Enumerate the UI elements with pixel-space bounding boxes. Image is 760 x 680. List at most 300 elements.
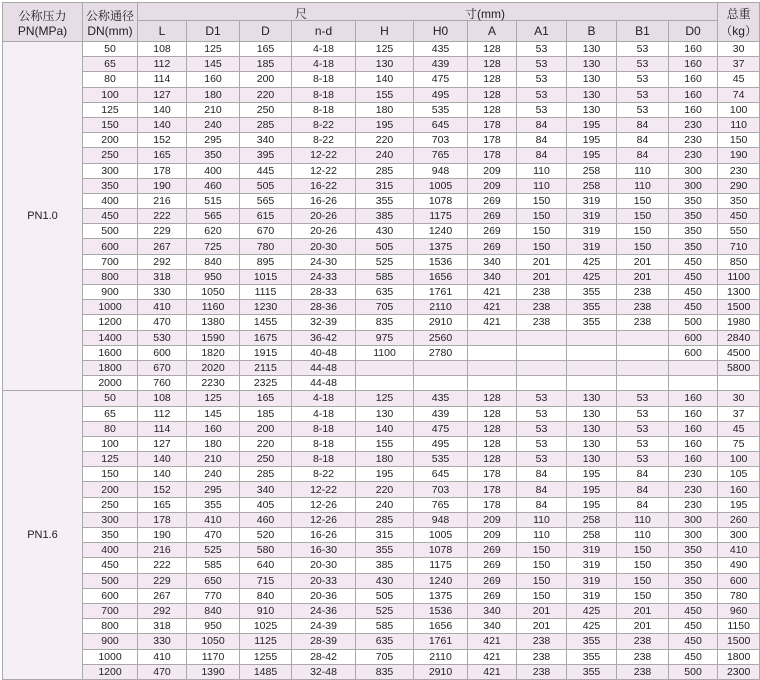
- table-cell: 178: [468, 482, 517, 497]
- table-cell: 160: [669, 421, 718, 436]
- dn-cell: 900: [83, 634, 138, 649]
- table-cell: 195: [567, 482, 617, 497]
- table-cell: 1390: [187, 664, 240, 679]
- table-cell: 715: [240, 573, 292, 588]
- table-cell: 435: [414, 42, 468, 57]
- table-cell: 128: [468, 406, 517, 421]
- table-cell: 840: [240, 588, 292, 603]
- weight-header-line1: 总重: [726, 7, 751, 21]
- table-cell: 4-18: [292, 57, 356, 72]
- table-cell: 460: [187, 178, 240, 193]
- dn-cell: 250: [83, 497, 138, 512]
- table-cell: 209: [468, 178, 517, 193]
- table-cell: 258: [567, 178, 617, 193]
- table-cell: 439: [414, 406, 468, 421]
- table-cell: 1100: [356, 345, 414, 360]
- table-cell: 4500: [718, 345, 760, 360]
- table-cell: 165: [138, 497, 187, 512]
- table-cell: 705: [356, 300, 414, 315]
- table-cell: 1536: [414, 254, 468, 269]
- table-cell: 84: [517, 117, 567, 132]
- table-cell: [567, 360, 617, 375]
- table-cell: 350: [669, 588, 718, 603]
- table-cell: 350: [669, 239, 718, 254]
- dn-cell: 600: [83, 239, 138, 254]
- table-row: [3, 193, 760, 208]
- table-cell: 960: [718, 603, 760, 618]
- table-cell: [468, 376, 517, 391]
- table-cell: 16-26: [292, 528, 356, 543]
- column-header: D: [240, 21, 292, 42]
- table-cell: 470: [138, 664, 187, 679]
- table-cell: 53: [517, 42, 567, 57]
- table-cell: 105: [718, 467, 760, 482]
- table-cell: 20-33: [292, 573, 356, 588]
- table-cell: 525: [356, 603, 414, 618]
- table-cell: 180: [356, 102, 414, 117]
- table-cell: 128: [468, 102, 517, 117]
- table-cell: 1240: [414, 573, 468, 588]
- table-cell: 635: [356, 634, 414, 649]
- dn-cell: 125: [83, 102, 138, 117]
- table-cell: 53: [617, 436, 669, 451]
- table-cell: 421: [468, 634, 517, 649]
- table-cell: 269: [468, 573, 517, 588]
- table-cell: [669, 360, 718, 375]
- table-cell: [517, 376, 567, 391]
- table-cell: 350: [669, 193, 718, 208]
- table-cell: 703: [414, 482, 468, 497]
- table-cell: 127: [138, 87, 187, 102]
- table-cell: 760: [138, 376, 187, 391]
- table-cell: 4-18: [292, 42, 356, 57]
- table-cell: 439: [414, 57, 468, 72]
- table-cell: 1761: [414, 634, 468, 649]
- table-cell: 319: [567, 543, 617, 558]
- table-cell: 355: [567, 664, 617, 679]
- table-cell: 840: [187, 254, 240, 269]
- table-cell: 300: [669, 178, 718, 193]
- table-cell: 950: [187, 269, 240, 284]
- table-cell: 178: [468, 117, 517, 132]
- table-cell: 1025: [240, 619, 292, 634]
- dn-header-line1: 公称通径: [85, 8, 134, 23]
- table-cell: 140: [138, 452, 187, 467]
- table-row: [3, 345, 760, 360]
- table-cell: 1915: [240, 345, 292, 360]
- table-cell: 130: [567, 406, 617, 421]
- table-cell: 410: [187, 512, 240, 527]
- table-cell: 238: [517, 649, 567, 664]
- table-cell: 300: [669, 528, 718, 543]
- table-cell: 425: [567, 254, 617, 269]
- table-cell: 160: [669, 72, 718, 87]
- table-cell: 229: [138, 573, 187, 588]
- table-row: [3, 497, 760, 512]
- table-cell: 12-22: [292, 482, 356, 497]
- dn-cell: 500: [83, 224, 138, 239]
- table-cell: 410: [138, 649, 187, 664]
- table-cell: 114: [138, 72, 187, 87]
- table-cell: 180: [356, 452, 414, 467]
- table-cell: 319: [567, 588, 617, 603]
- dn-cell: 1400: [83, 330, 138, 345]
- table-cell: 150: [617, 239, 669, 254]
- table-cell: 130: [356, 57, 414, 72]
- dn-header: [83, 3, 138, 42]
- dn-cell: 200: [83, 482, 138, 497]
- table-cell: 130: [567, 391, 617, 406]
- table-cell: 53: [617, 406, 669, 421]
- table-cell: 1050: [187, 634, 240, 649]
- table-cell: 319: [567, 209, 617, 224]
- table-cell: 195: [567, 148, 617, 163]
- table-cell: 216: [138, 193, 187, 208]
- dn-cell: 600: [83, 588, 138, 603]
- table-cell: 285: [240, 467, 292, 482]
- table-cell: 140: [138, 117, 187, 132]
- table-cell: 300: [669, 163, 718, 178]
- table-cell: 340: [240, 482, 292, 497]
- table-cell: 1015: [240, 269, 292, 284]
- table-cell: 640: [240, 558, 292, 573]
- table-cell: 160: [669, 87, 718, 102]
- table-cell: 230: [669, 497, 718, 512]
- table-cell: 108: [138, 42, 187, 57]
- table-row: [3, 634, 760, 649]
- table-cell: 725: [187, 239, 240, 254]
- table-cell: 145: [187, 57, 240, 72]
- table-cell: 110: [617, 178, 669, 193]
- table-cell: 74: [718, 87, 760, 102]
- table-cell: 5800: [718, 360, 760, 375]
- table-cell: 285: [240, 117, 292, 132]
- table-cell: 145: [187, 406, 240, 421]
- table-cell: [414, 376, 468, 391]
- table-cell: 216: [138, 543, 187, 558]
- table-cell: 180: [187, 87, 240, 102]
- table-cell: 2560: [414, 330, 468, 345]
- table-cell: 8-18: [292, 87, 356, 102]
- dn-cell: 80: [83, 421, 138, 436]
- table-cell: 53: [617, 102, 669, 117]
- table-cell: 130: [567, 57, 617, 72]
- table-cell: 178: [468, 467, 517, 482]
- table-cell: 28-42: [292, 649, 356, 664]
- table-cell: 430: [356, 573, 414, 588]
- table-cell: 1375: [414, 239, 468, 254]
- table-cell: 100: [718, 452, 760, 467]
- table-row: [3, 452, 760, 467]
- table-cell: 267: [138, 588, 187, 603]
- dn-cell: 65: [83, 406, 138, 421]
- table-cell: 160: [669, 391, 718, 406]
- table-cell: 650: [187, 573, 240, 588]
- table-row: [3, 421, 760, 436]
- table-cell: 318: [138, 269, 187, 284]
- table-cell: 1656: [414, 619, 468, 634]
- table-cell: 201: [517, 254, 567, 269]
- table-row: [3, 102, 760, 117]
- table-cell: 645: [414, 467, 468, 482]
- table-cell: 190: [718, 148, 760, 163]
- table-cell: 178: [468, 497, 517, 512]
- table-cell: 37: [718, 57, 760, 72]
- pressure-class-cell: PN1.6: [3, 391, 83, 680]
- column-header: A1: [517, 21, 567, 42]
- table-cell: 350: [669, 224, 718, 239]
- table-cell: 1005: [414, 178, 468, 193]
- table-cell: 155: [356, 436, 414, 451]
- table-cell: 285: [356, 163, 414, 178]
- table-cell: 53: [617, 421, 669, 436]
- table-cell: 112: [138, 57, 187, 72]
- table-cell: 160: [187, 72, 240, 87]
- dn-cell: 1200: [83, 315, 138, 330]
- table-row: [3, 482, 760, 497]
- table-cell: 315: [356, 528, 414, 543]
- table-cell: 84: [617, 117, 669, 132]
- table-cell: 36-42: [292, 330, 356, 345]
- table-cell: 705: [356, 649, 414, 664]
- table-row: [3, 391, 760, 406]
- table-row: [3, 664, 760, 679]
- table-row: [3, 163, 760, 178]
- table-cell: 128: [468, 57, 517, 72]
- table-row: [3, 528, 760, 543]
- table-cell: 295: [187, 133, 240, 148]
- table-cell: 450: [669, 649, 718, 664]
- dn-cell: 150: [83, 117, 138, 132]
- table-cell: 330: [138, 285, 187, 300]
- table-cell: 765: [414, 148, 468, 163]
- table-cell: 635: [356, 285, 414, 300]
- table-cell: 53: [517, 102, 567, 117]
- table-cell: 385: [356, 558, 414, 573]
- table-cell: 525: [187, 543, 240, 558]
- table-cell: 355: [567, 300, 617, 315]
- table-row: [3, 72, 760, 87]
- table-cell: 1800: [718, 649, 760, 664]
- table-cell: 1536: [414, 603, 468, 618]
- table-cell: 209: [468, 163, 517, 178]
- table-cell: 1150: [718, 619, 760, 634]
- table-cell: 127: [138, 436, 187, 451]
- table-cell: 195: [356, 467, 414, 482]
- table-cell: [356, 360, 414, 375]
- table-cell: 1375: [414, 588, 468, 603]
- dn-cell: 200: [83, 133, 138, 148]
- table-cell: 435: [414, 391, 468, 406]
- table-cell: 525: [356, 254, 414, 269]
- table-cell: [617, 376, 669, 391]
- dn-cell: 350: [83, 178, 138, 193]
- table-cell: 152: [138, 482, 187, 497]
- table-cell: 495: [414, 436, 468, 451]
- table-cell: 340: [468, 619, 517, 634]
- table-cell: 150: [517, 558, 567, 573]
- table-cell: [567, 345, 617, 360]
- table-cell: 395: [240, 148, 292, 163]
- table-cell: [414, 360, 468, 375]
- table-cell: 1380: [187, 315, 240, 330]
- table-cell: 230: [669, 133, 718, 148]
- table-cell: 125: [187, 42, 240, 57]
- table-cell: 128: [468, 452, 517, 467]
- table-cell: 28-33: [292, 285, 356, 300]
- table-cell: 835: [356, 664, 414, 679]
- dn-cell: 450: [83, 209, 138, 224]
- table-cell: 45: [718, 421, 760, 436]
- table-cell: 350: [718, 193, 760, 208]
- table-cell: 1980: [718, 315, 760, 330]
- dn-header-line2: DN(mm): [87, 23, 133, 38]
- table-cell: 292: [138, 254, 187, 269]
- table-cell: 269: [468, 588, 517, 603]
- table-row: [3, 178, 760, 193]
- table-cell: 319: [567, 239, 617, 254]
- table-cell: 895: [240, 254, 292, 269]
- table-cell: 770: [187, 588, 240, 603]
- table-cell: 948: [414, 512, 468, 527]
- table-cell: 2115: [240, 360, 292, 375]
- table-cell: 16-30: [292, 543, 356, 558]
- table-cell: 290: [718, 178, 760, 193]
- table-cell: 475: [414, 72, 468, 87]
- table-cell: 130: [567, 421, 617, 436]
- table-cell: 450: [669, 619, 718, 634]
- table-cell: 975: [356, 330, 414, 345]
- table-cell: 128: [468, 42, 517, 57]
- dn-cell: 65: [83, 57, 138, 72]
- table-row: [3, 376, 760, 391]
- table-cell: 1230: [240, 300, 292, 315]
- table-cell: 20-30: [292, 558, 356, 573]
- weight-header: [718, 3, 760, 42]
- table-cell: 4-18: [292, 406, 356, 421]
- table-cell: 238: [617, 649, 669, 664]
- table-cell: 269: [468, 558, 517, 573]
- dn-cell: 2000: [83, 376, 138, 391]
- table-cell: 450: [669, 269, 718, 284]
- table-cell: 1761: [414, 285, 468, 300]
- dn-cell: 400: [83, 543, 138, 558]
- table-row: [3, 558, 760, 573]
- table-cell: 28-39: [292, 634, 356, 649]
- table-cell: 200: [240, 421, 292, 436]
- table-cell: 285: [356, 512, 414, 527]
- dn-cell: 800: [83, 619, 138, 634]
- table-cell: 238: [617, 315, 669, 330]
- table-row: [3, 406, 760, 421]
- table-cell: 1078: [414, 193, 468, 208]
- table-cell: 1100: [718, 269, 760, 284]
- table-cell: 445: [240, 163, 292, 178]
- table-cell: 53: [517, 391, 567, 406]
- table-cell: 535: [414, 102, 468, 117]
- dn-cell: 50: [83, 42, 138, 57]
- table-cell: 421: [468, 315, 517, 330]
- table-cell: 201: [517, 603, 567, 618]
- table-cell: 765: [414, 497, 468, 512]
- dn-cell: 50: [83, 391, 138, 406]
- table-cell: 520: [240, 528, 292, 543]
- table-cell: 220: [240, 87, 292, 102]
- table-cell: 703: [414, 133, 468, 148]
- table-cell: 495: [414, 87, 468, 102]
- table-cell: 1175: [414, 209, 468, 224]
- table-cell: 30: [718, 391, 760, 406]
- table-cell: 185: [240, 406, 292, 421]
- table-cell: 30: [718, 42, 760, 57]
- table-cell: 110: [517, 163, 567, 178]
- table-cell: 240: [187, 467, 240, 482]
- table-cell: 835: [356, 315, 414, 330]
- table-header: [3, 3, 760, 42]
- table-row: [3, 360, 760, 375]
- table-cell: 222: [138, 558, 187, 573]
- table-cell: 8-18: [292, 436, 356, 451]
- table-cell: 24-30: [292, 254, 356, 269]
- table-cell: [617, 345, 669, 360]
- table-cell: 160: [669, 102, 718, 117]
- table-cell: 500: [669, 315, 718, 330]
- table-cell: 165: [240, 42, 292, 57]
- table-cell: [617, 330, 669, 345]
- table-row: [3, 649, 760, 664]
- table-cell: [567, 330, 617, 345]
- table-cell: 53: [517, 72, 567, 87]
- table-cell: 600: [669, 345, 718, 360]
- table-cell: 355: [567, 649, 617, 664]
- table-row: [3, 239, 760, 254]
- table-cell: 565: [187, 209, 240, 224]
- table-cell: 84: [617, 148, 669, 163]
- table-cell: 615: [240, 209, 292, 224]
- table-cell: 1485: [240, 664, 292, 679]
- table-cell: 230: [669, 148, 718, 163]
- table-cell: 585: [356, 269, 414, 284]
- table-cell: 421: [468, 664, 517, 679]
- table-cell: 267: [138, 239, 187, 254]
- table-cell: 780: [718, 588, 760, 603]
- table-cell: 24-33: [292, 269, 356, 284]
- table-cell: 269: [468, 224, 517, 239]
- table-row: [3, 133, 760, 148]
- table-cell: 238: [517, 300, 567, 315]
- table-cell: 53: [617, 57, 669, 72]
- table-cell: 53: [617, 42, 669, 57]
- table-cell: 2780: [414, 345, 468, 360]
- table-cell: 230: [669, 467, 718, 482]
- table-cell: 230: [669, 117, 718, 132]
- table-cell: 195: [718, 497, 760, 512]
- table-cell: 460: [240, 512, 292, 527]
- table-cell: 150: [517, 573, 567, 588]
- dn-cell: 80: [83, 72, 138, 87]
- table-cell: 220: [356, 133, 414, 148]
- table-cell: 340: [468, 603, 517, 618]
- table-cell: 238: [617, 664, 669, 679]
- table-cell: 128: [468, 436, 517, 451]
- table-cell: 8-22: [292, 467, 356, 482]
- table-cell: 948: [414, 163, 468, 178]
- table-cell: 53: [617, 391, 669, 406]
- table-cell: 150: [617, 588, 669, 603]
- table-cell: 110: [617, 512, 669, 527]
- table-cell: 53: [617, 452, 669, 467]
- table-cell: 240: [356, 497, 414, 512]
